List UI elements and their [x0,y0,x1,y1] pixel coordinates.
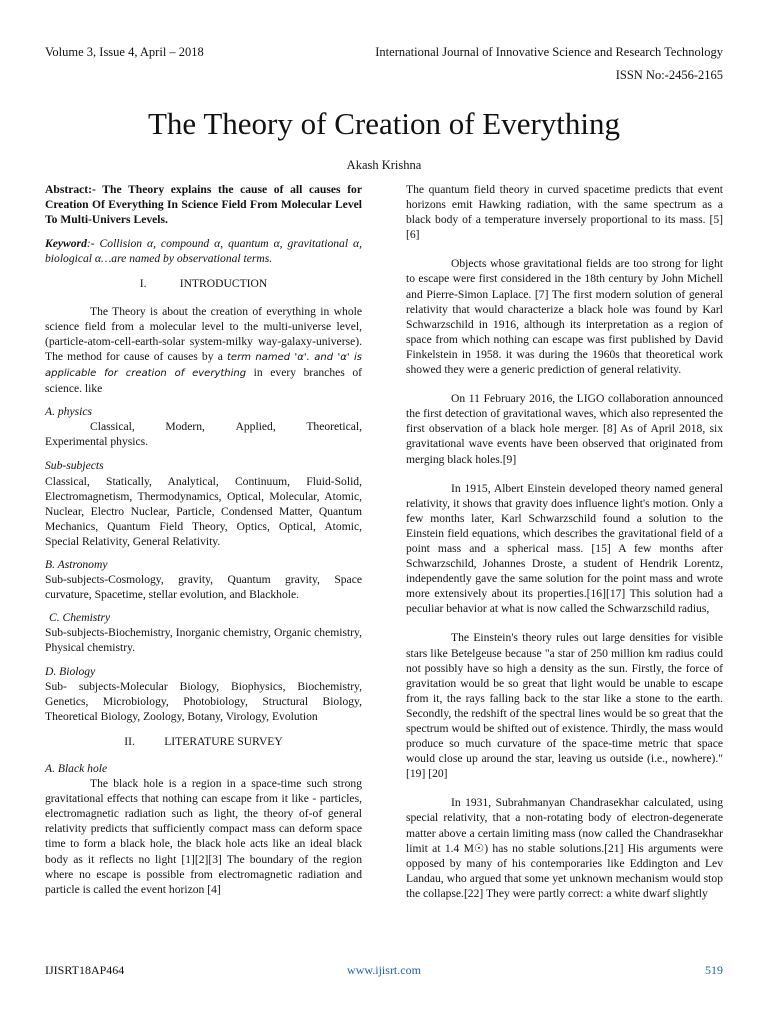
section-heading-introduction [45,276,362,291]
subsection-biology: D. Biology [45,664,96,678]
paper-title: The Theory of Creation of Everything [147,106,621,141]
section-title: LITERATURE SURVEY [164,734,283,748]
subsection-physics: A. physics [45,405,93,419]
journal-name: International Journal of Innovative Science and Research Technology [375,45,723,59]
keyword-label: Keyword [45,237,87,251]
abstract: Abstract:- The Theory explains the cause of all causes for Creation Of Everything In Science Field From Molecular Level To Multi-Univers Levels. [45,183,362,227]
intro-paragraph [45,304,362,397]
subsection-chemistry: C. Chemistry [49,611,111,625]
paragraph: The Einstein's theory rules out large densities for visible stars like Betelgeuse because "a star of 250 million km radius could not possibly have so high a density as the sun. Firstly, the force of gravitation would be so great that light would be unable to escape from it, the rays falling back to the star like a stone to the earth. Secondly, the redshift of the spectral lines would be so great that the spectrum would be shifted out of existence. Thirdly, the mass would produce so much curvature of the space-time metric that space would close up around the star, leaving us outside (i.e., nowhere)."[19] [20] [406,631,723,781]
intro-text-end: in every branches of science. like [45,365,362,396]
subsubjects-label: Sub-subjects [45,459,104,473]
physics-item: Modern, [165,420,205,434]
black-hole-paragraph: The black hole is a region in a space-time such strong gravitational effects that nothing can escape from it like - particles, electromagnetic radiation such as light, the theory of-of general relativity predicts that sufficiently compact mass can deform space time to form a black hole, the black hole acts like an ideal black body as it reflects no light [1][2][3] The boundary of the region where no escape is possible from electromagnetic radiation and particle is called the event horizon [4] [45,777,362,896]
subsubjects-text: Classical, Statically, Analytical, Continuum, Fluid-Solid, Electromagnetism, Thermodynamics, Optical, Molecular, Atomic, Nuclear, Electro Nuclear, Particle, Condensed Matter, Quantum Mechanics, Quantum Field Theory, Optics, Optical, Atomic, Special Relativity, General Relativity. [45,474,362,548]
keyword-text: :- Collision α, compound α, quantum α, gravitational α, biological α…are named by observational terms. [45,237,362,266]
paragraph: The quantum field theory in curved spacetime predicts that event horizons emit Hawking radiation, with the same spectrum as a black body of a temperature inversely proportional to its mass. [5][6] [406,183,723,242]
paragraph: In 1915, Albert Einstein developed theory named general relativity, it shows that gravity does influence light's motion. Only a few months later, Karl Schwarzschild found a solution to the Einstein field equations, which describes the gravitational field of a point mass and a spherical mass. [15] A few months after Schwarzschild, Johannes Droste, a student of Hendrik Lorentz, independently gave the same solution for the point mass and wrote more extensively about its properties.[16][17] This solution had a peculiar behavior at what is now called the Schwarzschild radius, [406,481,723,616]
issn-number: ISSN No:-2456-2165 [615,68,723,82]
right-column [406,182,723,910]
paragraph: In 1931, Subrahmanyan Chandrasekhar calculated, using special relativity, that a non-rotating body of electron-degenerate matter above a certain limiting mass (now called the Chandrasekhar limit at 1.4 M☉) has no stable solutions.[21] His arguments were opposed by many of his contemporaries like Eddington and Lev Landau, who argued that some yet unknown mechanism would stop the collapse.[22] They were partly correct: a white dwarf slightly [406,796,723,900]
paragraph: On 11 February 2016, the LIGO collaboration announced the first detection of gravitational waves, which also represented the first observation of a black hole merger. [8] As of April 2018, six gravitational wave events have been observed that originated from merging black holes.[9] [406,392,723,466]
chemistry-text: Sub-subjects-Biochemistry, Inorganic chemistry, Organic chemistry, Physical chemistry. [45,626,362,655]
intro-alpha-text: term named 'α'. and 'α' is applicable for creation of everything [45,351,363,379]
section-heading-literature [45,734,362,749]
page-number: 519 [705,963,723,977]
physics-tail: Experimental physics. [45,435,149,449]
section-number: II. [124,734,135,748]
section-title: INTRODUCTION [179,277,268,291]
paragraph: Objects whose gravitational fields are too strong for light to escape were first considered in the 18th century by John Michell and Pierre-Simon Laplace. [7] The first modern solution of general relativity that would characterize a black hole was found by Karl Schwarzschild in 1916, although its interpretation as a region of space from which nothing can escape was first published by David Finkelstein in 1958. it was during the 1960s that theoretical work showed they were a generic prediction of general relativity. [406,257,723,377]
subsection-astronomy: B. Astronomy [45,557,108,571]
website-link[interactable]: www.ijisrt.com [347,963,421,977]
physics-item: Theoretical, [306,420,362,434]
author-name: Akash Krishna [346,158,422,172]
volume-info: Volume 3, Issue 4, April – 2018 [45,45,204,59]
section-number: I. [139,277,147,291]
paper-code: IJISRT18AP464 [45,963,125,977]
biology-text: Sub- subjects-Molecular Biology, Biophysics, Biochemistry, Genetics, Microbiology, Photobiology, Structural Biology, Theoretical Biology, Zoology, Botany, Virology, Evolution [45,679,362,723]
physics-item: Classical, [90,420,135,434]
intro-text: The Theory is about the creation of everything in whole science field from a molecular level to the multi-universe level, (particle-atom-cell-earth-solar system-milky way-galaxy-universe). The method for cause of causes by a [45,304,362,363]
astronomy-text: Sub-subjects-Cosmology, gravity, Quantum gravity, Space curvature, Spacetime, stellar evolution, and Blackhole. [45,573,362,602]
subsection-black-hole: A. Black hole [45,762,108,775]
left-column [45,182,362,906]
physics-item: Applied, [235,420,276,434]
keywords [45,236,362,266]
physics-branches [45,419,362,434]
